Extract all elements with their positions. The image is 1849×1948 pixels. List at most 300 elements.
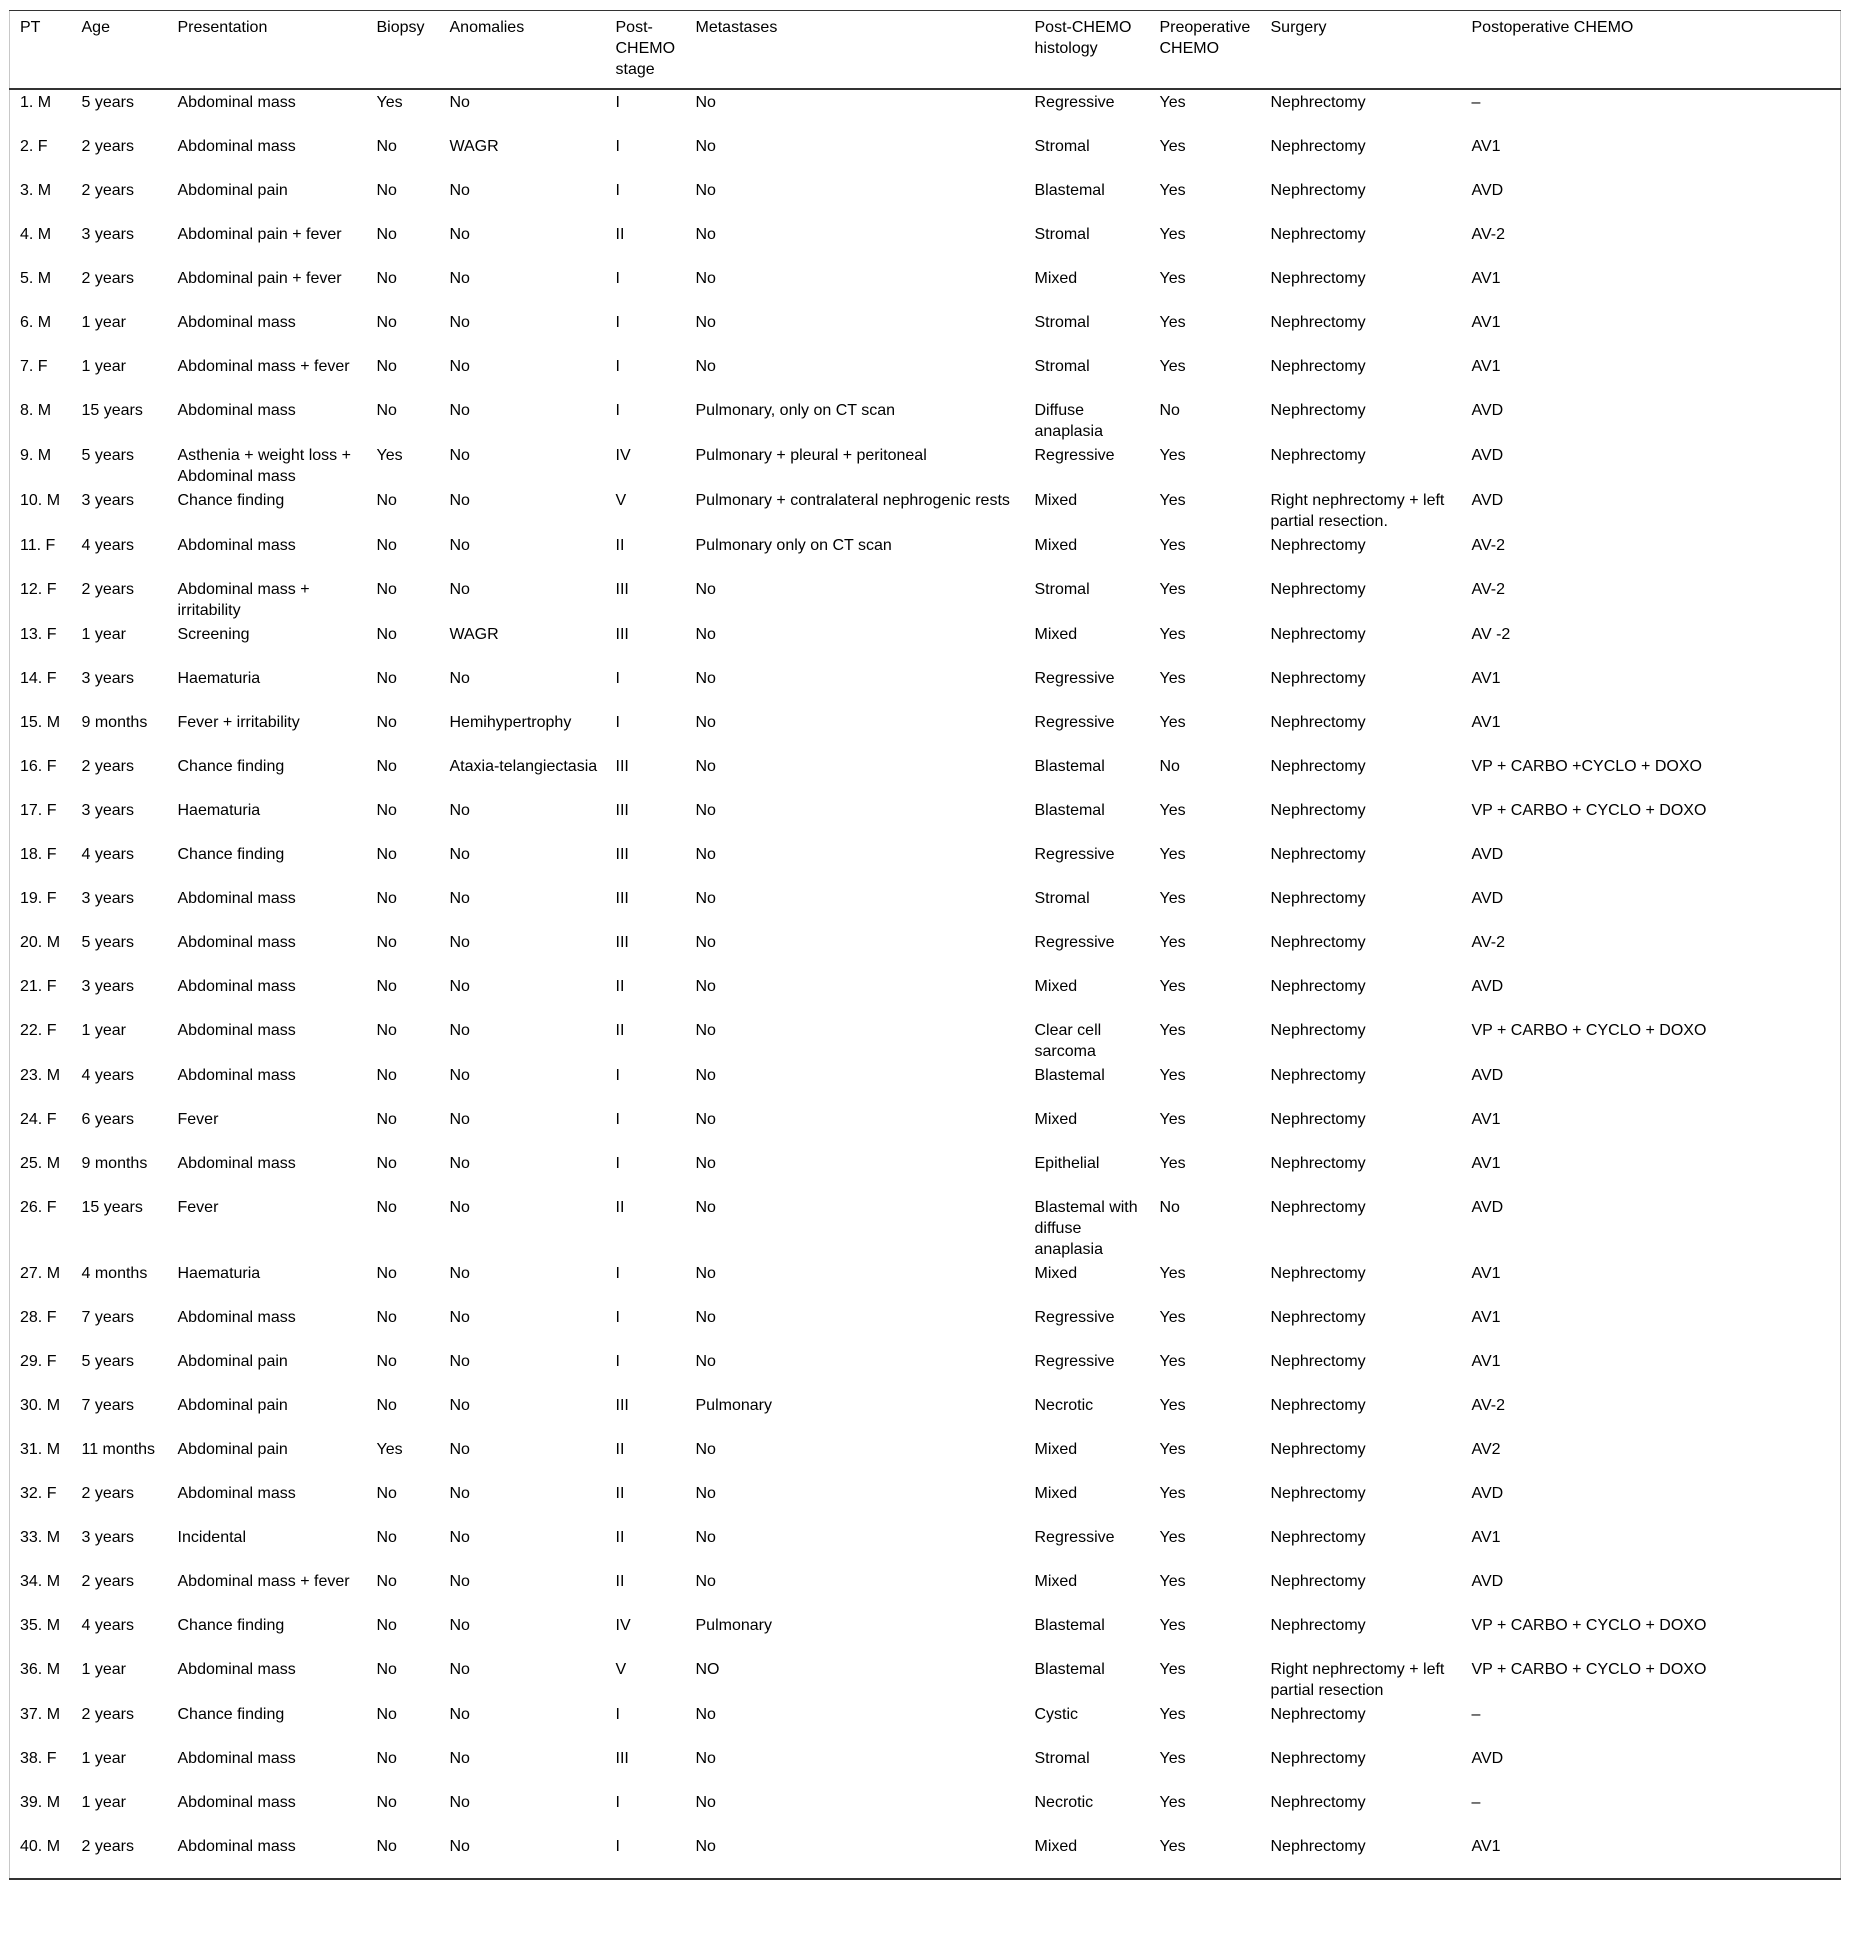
cell-age: 9 months xyxy=(81,714,148,731)
cell-histology: Blastemal xyxy=(1034,182,1105,199)
cell-anomalies: No xyxy=(449,1441,470,1458)
cell-histology: Stromal xyxy=(1034,1750,1090,1767)
cell-metastases: No xyxy=(695,1309,716,1326)
cell-age: 3 years xyxy=(81,492,134,509)
cell-presentation: Abdominal mass xyxy=(177,537,296,554)
cell-histology: Mixed xyxy=(1034,537,1078,554)
column-header-presentation: Presentation xyxy=(177,19,268,36)
table-row xyxy=(10,1063,1841,1107)
cell-anomalies: No xyxy=(449,978,470,995)
cell-biopsy: No xyxy=(376,581,397,598)
cell-anomalies: No xyxy=(449,1265,470,1282)
cell-presentation: Abdominal pain + fever xyxy=(177,270,342,287)
cell-preop-chemo: No xyxy=(1159,1199,1180,1216)
cell-age: 15 years xyxy=(81,402,143,419)
cell-pt: 21. F xyxy=(20,978,57,995)
table-row xyxy=(10,622,1841,666)
cell-anomalies: No xyxy=(449,581,470,598)
cell-stage: IV xyxy=(615,447,631,464)
cell-preop-chemo: Yes xyxy=(1159,1397,1186,1414)
cell-biopsy: No xyxy=(376,1485,397,1502)
cell-histology: Diffuse anaplasia xyxy=(1034,402,1103,440)
cell-surgery: Nephrectomy xyxy=(1270,1353,1366,1370)
cell-presentation: Chance finding xyxy=(177,1706,285,1723)
cell-stage: III xyxy=(615,846,629,863)
cell-presentation: Chance finding xyxy=(177,846,285,863)
cell-histology: Mixed xyxy=(1034,1441,1078,1458)
cell-metastases: No xyxy=(695,714,716,731)
cell-surgery: Nephrectomy xyxy=(1270,270,1366,287)
cell-preop-chemo: Yes xyxy=(1159,1661,1186,1678)
cell-metastases: No xyxy=(695,1265,716,1282)
cell-stage: II xyxy=(615,1199,625,1216)
cell-postop-chemo: AVD xyxy=(1471,1573,1504,1590)
cell-pt: 12. F xyxy=(20,581,57,598)
cell-anomalies: No xyxy=(449,890,470,907)
cell-surgery: Right nephrectomy + left partial resection. xyxy=(1270,492,1445,530)
cell-age: 5 years xyxy=(81,94,134,111)
cell-metastases: No xyxy=(695,1838,716,1855)
patient-table xyxy=(9,10,1841,1880)
cell-preop-chemo: Yes xyxy=(1159,846,1186,863)
cell-anomalies: No xyxy=(449,402,470,419)
cell-histology: Mixed xyxy=(1034,1265,1078,1282)
cell-age: 2 years xyxy=(81,581,134,598)
cell-biopsy: No xyxy=(376,1661,397,1678)
column-header-preop-chemo: Preoperative CHEMO xyxy=(1159,19,1251,57)
cell-presentation: Abdominal mass xyxy=(177,890,296,907)
cell-anomalies: No xyxy=(449,314,470,331)
cell-surgery: Nephrectomy xyxy=(1270,1199,1366,1216)
table-row xyxy=(10,886,1841,930)
cell-preop-chemo: Yes xyxy=(1159,94,1186,111)
cell-age: 4 months xyxy=(81,1265,148,1282)
cell-biopsy: Yes xyxy=(376,447,403,464)
table-row xyxy=(10,1481,1841,1525)
cell-surgery: Nephrectomy xyxy=(1270,802,1366,819)
cell-stage: III xyxy=(615,890,629,907)
cell-surgery: Nephrectomy xyxy=(1270,1485,1366,1502)
cell-stage: I xyxy=(615,1155,620,1172)
cell-pt: 28. F xyxy=(20,1309,57,1326)
cell-preop-chemo: Yes xyxy=(1159,1265,1186,1282)
cell-histology: Blastemal xyxy=(1034,1661,1105,1678)
cell-age: 5 years xyxy=(81,1353,134,1370)
cell-biopsy: No xyxy=(376,1265,397,1282)
cell-preop-chemo: Yes xyxy=(1159,626,1186,643)
cell-histology: Blastemal with diffuse anaplasia xyxy=(1034,1199,1138,1258)
cell-preop-chemo: Yes xyxy=(1159,802,1186,819)
cell-stage: III xyxy=(615,758,629,775)
cell-anomalies: No xyxy=(449,492,470,509)
cell-anomalies: No xyxy=(449,1485,470,1502)
cell-surgery: Nephrectomy xyxy=(1270,1397,1366,1414)
cell-stage: II xyxy=(615,226,625,243)
cell-metastases: NO xyxy=(695,1661,720,1678)
cell-stage: I xyxy=(615,314,620,331)
cell-anomalies: WAGR xyxy=(449,626,499,643)
cell-age: 1 year xyxy=(81,1661,126,1678)
cell-histology: Regressive xyxy=(1034,447,1115,464)
cell-presentation: Abdominal pain xyxy=(177,182,288,199)
cell-age: 1 year xyxy=(81,1794,126,1811)
cell-stage: III xyxy=(615,802,629,819)
cell-postop-chemo: AVD xyxy=(1471,492,1504,509)
cell-postop-chemo: AV1 xyxy=(1471,1529,1501,1546)
cell-pt: 20. M xyxy=(20,934,61,951)
cell-metastases: No xyxy=(695,1199,716,1216)
cell-presentation: Abdominal pain xyxy=(177,1441,288,1458)
cell-pt: 1. M xyxy=(20,94,52,111)
table-row xyxy=(10,666,1841,710)
table-row xyxy=(10,1746,1841,1790)
cell-presentation: Abdominal mass xyxy=(177,934,296,951)
cell-histology: Mixed xyxy=(1034,492,1078,509)
cell-surgery: Nephrectomy xyxy=(1270,670,1366,687)
column-header-biopsy: Biopsy xyxy=(376,19,425,36)
table-row xyxy=(10,443,1841,488)
cell-preop-chemo: Yes xyxy=(1159,1309,1186,1326)
cell-metastases: Pulmonary, only on CT scan xyxy=(695,402,895,419)
cell-biopsy: No xyxy=(376,314,397,331)
cell-histology: Mixed xyxy=(1034,1838,1078,1855)
cell-biopsy: No xyxy=(376,402,397,419)
cell-metastases: No xyxy=(695,226,716,243)
cell-metastases: Pulmonary xyxy=(695,1397,772,1414)
cell-biopsy: No xyxy=(376,1397,397,1414)
cell-biopsy: No xyxy=(376,890,397,907)
cell-surgery: Nephrectomy xyxy=(1270,358,1366,375)
table-row xyxy=(10,1834,1841,1879)
cell-histology: Stromal xyxy=(1034,226,1090,243)
table-row xyxy=(10,842,1841,886)
cell-presentation: Haematuria xyxy=(177,670,261,687)
cell-anomalies: No xyxy=(449,1155,470,1172)
cell-presentation: Abdominal mass xyxy=(177,94,296,111)
cell-postop-chemo: AV1 xyxy=(1471,270,1501,287)
cell-presentation: Abdominal pain + fever xyxy=(177,226,342,243)
cell-postop-chemo: AV1 xyxy=(1471,670,1501,687)
cell-stage: I xyxy=(615,182,620,199)
cell-postop-chemo: AVD xyxy=(1471,402,1504,419)
cell-age: 2 years xyxy=(81,758,134,775)
cell-metastases: No xyxy=(695,1529,716,1546)
table-row xyxy=(10,266,1841,310)
cell-preop-chemo: Yes xyxy=(1159,581,1186,598)
cell-stage: II xyxy=(615,1573,625,1590)
cell-surgery: Nephrectomy xyxy=(1270,1794,1366,1811)
cell-anomalies: No xyxy=(449,1199,470,1216)
cell-anomalies: No xyxy=(449,1706,470,1723)
cell-postop-chemo: VP + CARBO + CYCLO + DOXO xyxy=(1471,1617,1707,1634)
cell-postop-chemo: AVD xyxy=(1471,1750,1504,1767)
cell-surgery: Nephrectomy xyxy=(1270,402,1366,419)
cell-pt: 25. M xyxy=(20,1155,61,1172)
cell-anomalies: No xyxy=(449,1397,470,1414)
table-row xyxy=(10,1393,1841,1437)
cell-anomalies: No xyxy=(449,1661,470,1678)
cell-presentation: Abdominal mass xyxy=(177,1794,296,1811)
cell-biopsy: No xyxy=(376,1617,397,1634)
cell-preop-chemo: Yes xyxy=(1159,1794,1186,1811)
cell-preop-chemo: Yes xyxy=(1159,537,1186,554)
table-row xyxy=(10,178,1841,222)
cell-metastases: No xyxy=(695,1706,716,1723)
cell-histology: Regressive xyxy=(1034,1309,1115,1326)
table-row xyxy=(10,1525,1841,1569)
cell-presentation: Abdominal mass xyxy=(177,1661,296,1678)
cell-stage: III xyxy=(615,1397,629,1414)
cell-age: 2 years xyxy=(81,1706,134,1723)
cell-preop-chemo: Yes xyxy=(1159,226,1186,243)
cell-anomalies: No xyxy=(449,1353,470,1370)
cell-biopsy: Yes xyxy=(376,94,403,111)
cell-surgery: Nephrectomy xyxy=(1270,626,1366,643)
cell-stage: III xyxy=(615,581,629,598)
cell-postop-chemo: AV-2 xyxy=(1471,1397,1505,1414)
cell-histology: Mixed xyxy=(1034,626,1078,643)
cell-surgery: Nephrectomy xyxy=(1270,314,1366,331)
table-row xyxy=(10,1195,1841,1261)
cell-anomalies: WAGR xyxy=(449,138,499,155)
cell-metastases: No xyxy=(695,978,716,995)
cell-age: 11 months xyxy=(81,1441,156,1458)
cell-stage: III xyxy=(615,626,629,643)
cell-presentation: Fever xyxy=(177,1199,219,1216)
cell-metastases: No xyxy=(695,758,716,775)
cell-postop-chemo: AV1 xyxy=(1471,358,1501,375)
cell-histology: Stromal xyxy=(1034,138,1090,155)
cell-pt: 24. F xyxy=(20,1111,57,1128)
table-row xyxy=(10,310,1841,354)
table-header xyxy=(10,11,1841,90)
cell-anomalies: No xyxy=(449,1529,470,1546)
table-row xyxy=(10,222,1841,266)
cell-postop-chemo: VP + CARBO + CYCLO + DOXO xyxy=(1471,1661,1707,1678)
cell-age: 1 year xyxy=(81,1022,126,1039)
cell-histology: Regressive xyxy=(1034,846,1115,863)
table-row xyxy=(10,1107,1841,1151)
cell-pt: 40. M xyxy=(20,1838,61,1855)
cell-metastases: Pulmonary + pleural + peritoneal xyxy=(695,447,927,464)
cell-histology: Stromal xyxy=(1034,890,1090,907)
cell-metastases: Pulmonary + contralateral nephrogenic rests xyxy=(695,492,1010,509)
cell-histology: Mixed xyxy=(1034,978,1078,995)
cell-biopsy: No xyxy=(376,358,397,375)
patient-table-container xyxy=(9,10,1840,1880)
cell-age: 2 years xyxy=(81,1838,134,1855)
cell-surgery: Nephrectomy xyxy=(1270,934,1366,951)
cell-postop-chemo: AV1 xyxy=(1471,1155,1501,1172)
cell-biopsy: No xyxy=(376,714,397,731)
cell-presentation: Abdominal pain xyxy=(177,1353,288,1370)
cell-postop-chemo: AVD xyxy=(1471,1067,1504,1084)
cell-presentation: Fever xyxy=(177,1111,219,1128)
cell-pt: 7. F xyxy=(20,358,48,375)
cell-biopsy: No xyxy=(376,1199,397,1216)
cell-anomalies: No xyxy=(449,670,470,687)
cell-metastases: No xyxy=(695,182,716,199)
cell-histology: Mixed xyxy=(1034,1485,1078,1502)
cell-presentation: Abdominal mass xyxy=(177,978,296,995)
cell-stage: I xyxy=(615,402,620,419)
cell-postop-chemo: AVD xyxy=(1471,447,1504,464)
cell-age: 7 years xyxy=(81,1397,134,1414)
cell-anomalies: No xyxy=(449,226,470,243)
cell-surgery: Nephrectomy xyxy=(1270,1838,1366,1855)
cell-stage: I xyxy=(615,1838,620,1855)
cell-biopsy: No xyxy=(376,182,397,199)
cell-biopsy: Yes xyxy=(376,1441,403,1458)
cell-metastases: No xyxy=(695,846,716,863)
cell-histology: Regressive xyxy=(1034,714,1115,731)
cell-preop-chemo: Yes xyxy=(1159,1441,1186,1458)
column-header-anomalies: Anomalies xyxy=(449,19,525,36)
cell-age: 3 years xyxy=(81,670,134,687)
cell-metastases: No xyxy=(695,1441,716,1458)
cell-postop-chemo: AV1 xyxy=(1471,1353,1501,1370)
cell-postop-chemo: AV1 xyxy=(1471,1309,1501,1326)
cell-surgery: Nephrectomy xyxy=(1270,1309,1366,1326)
cell-anomalies: Ataxia-telangiectasia xyxy=(449,758,598,775)
cell-presentation: Abdominal mass xyxy=(177,314,296,331)
cell-biopsy: No xyxy=(376,802,397,819)
cell-pt: 18. F xyxy=(20,846,57,863)
cell-surgery: Nephrectomy xyxy=(1270,846,1366,863)
cell-preop-chemo: Yes xyxy=(1159,670,1186,687)
cell-presentation: Incidental xyxy=(177,1529,246,1546)
cell-pt: 13. F xyxy=(20,626,57,643)
cell-metastases: No xyxy=(695,270,716,287)
cell-postop-chemo: – xyxy=(1471,1794,1481,1811)
cell-biopsy: No xyxy=(376,138,397,155)
cell-pt: 26. F xyxy=(20,1199,57,1216)
cell-anomalies: No xyxy=(449,1838,470,1855)
cell-surgery: Nephrectomy xyxy=(1270,978,1366,995)
table-row xyxy=(10,488,1841,533)
cell-postop-chemo: AV1 xyxy=(1471,138,1501,155)
cell-anomalies: No xyxy=(449,1750,470,1767)
cell-histology: Regressive xyxy=(1034,1353,1115,1370)
cell-metastases: Pulmonary only on CT scan xyxy=(695,537,892,554)
cell-preop-chemo: Yes xyxy=(1159,314,1186,331)
cell-anomalies: No xyxy=(449,1573,470,1590)
cell-surgery: Nephrectomy xyxy=(1270,94,1366,111)
cell-pt: 14. F xyxy=(20,670,57,687)
cell-surgery: Nephrectomy xyxy=(1270,1022,1366,1039)
cell-stage: III xyxy=(615,1750,629,1767)
cell-pt: 10. M xyxy=(20,492,61,509)
column-header-stage: Post-CHEMO stage xyxy=(615,19,676,78)
cell-stage: I xyxy=(615,714,620,731)
cell-pt: 38. F xyxy=(20,1750,57,1767)
cell-postop-chemo: AVD xyxy=(1471,1485,1504,1502)
cell-age: 2 years xyxy=(81,270,134,287)
table-row xyxy=(10,533,1841,577)
cell-metastases: No xyxy=(695,1067,716,1084)
cell-histology: Necrotic xyxy=(1034,1397,1094,1414)
cell-histology: Regressive xyxy=(1034,1529,1115,1546)
cell-anomalies: No xyxy=(449,1067,470,1084)
cell-histology: Mixed xyxy=(1034,270,1078,287)
cell-age: 2 years xyxy=(81,1485,134,1502)
cell-anomalies: No xyxy=(449,1111,470,1128)
cell-preop-chemo: Yes xyxy=(1159,1573,1186,1590)
table-row xyxy=(10,1613,1841,1657)
cell-presentation: Abdominal mass xyxy=(177,1067,296,1084)
cell-pt: 5. M xyxy=(20,270,52,287)
cell-surgery: Nephrectomy xyxy=(1270,138,1366,155)
cell-histology: Blastemal xyxy=(1034,758,1105,775)
cell-preop-chemo: Yes xyxy=(1159,492,1186,509)
cell-metastases: No xyxy=(695,1485,716,1502)
cell-pt: 15. M xyxy=(20,714,61,731)
cell-stage: I xyxy=(615,1265,620,1282)
cell-preop-chemo: Yes xyxy=(1159,358,1186,375)
table-row xyxy=(10,1151,1841,1195)
cell-metastases: No xyxy=(695,934,716,951)
cell-biopsy: No xyxy=(376,226,397,243)
cell-presentation: Abdominal mass + fever xyxy=(177,1573,350,1590)
cell-presentation: Abdominal pain xyxy=(177,1397,288,1414)
cell-preop-chemo: Yes xyxy=(1159,890,1186,907)
table-row xyxy=(10,89,1841,134)
cell-pt: 27. M xyxy=(20,1265,61,1282)
cell-presentation: Abdominal mass + fever xyxy=(177,358,350,375)
table-row xyxy=(10,1305,1841,1349)
cell-biopsy: No xyxy=(376,270,397,287)
cell-histology: Stromal xyxy=(1034,314,1090,331)
cell-surgery: Nephrectomy xyxy=(1270,447,1366,464)
cell-age: 2 years xyxy=(81,182,134,199)
cell-anomalies: Hemihypertrophy xyxy=(449,714,572,731)
cell-postop-chemo: AV2 xyxy=(1471,1441,1501,1458)
cell-presentation: Abdominal mass xyxy=(177,1838,296,1855)
cell-stage: I xyxy=(615,1111,620,1128)
cell-biopsy: No xyxy=(376,758,397,775)
cell-pt: 32. F xyxy=(20,1485,57,1502)
cell-postop-chemo: AV -2 xyxy=(1471,626,1511,643)
cell-age: 2 years xyxy=(81,138,134,155)
table-row xyxy=(10,1790,1841,1834)
table-row xyxy=(10,710,1841,754)
cell-histology: Blastemal xyxy=(1034,1617,1105,1634)
cell-presentation: Chance finding xyxy=(177,492,285,509)
cell-preop-chemo: Yes xyxy=(1159,1111,1186,1128)
cell-surgery: Nephrectomy xyxy=(1270,1750,1366,1767)
cell-presentation: Abdominal mass xyxy=(177,138,296,155)
table-row xyxy=(10,974,1841,1018)
cell-biopsy: No xyxy=(376,1022,397,1039)
cell-pt: 37. M xyxy=(20,1706,61,1723)
cell-biopsy: No xyxy=(376,1529,397,1546)
cell-stage: I xyxy=(615,1353,620,1370)
cell-metastases: No xyxy=(695,138,716,155)
cell-biopsy: No xyxy=(376,846,397,863)
cell-preop-chemo: Yes xyxy=(1159,1706,1186,1723)
cell-biopsy: No xyxy=(376,1573,397,1590)
cell-stage: I xyxy=(615,670,620,687)
cell-histology: Regressive xyxy=(1034,670,1115,687)
cell-surgery: Nephrectomy xyxy=(1270,1265,1366,1282)
cell-age: 4 years xyxy=(81,846,134,863)
cell-anomalies: No xyxy=(449,802,470,819)
cell-postop-chemo: AVD xyxy=(1471,978,1504,995)
cell-metastases: No xyxy=(695,1794,716,1811)
cell-stage: I xyxy=(615,358,620,375)
cell-postop-chemo: AVD xyxy=(1471,1199,1504,1216)
cell-surgery: Nephrectomy xyxy=(1270,1573,1366,1590)
